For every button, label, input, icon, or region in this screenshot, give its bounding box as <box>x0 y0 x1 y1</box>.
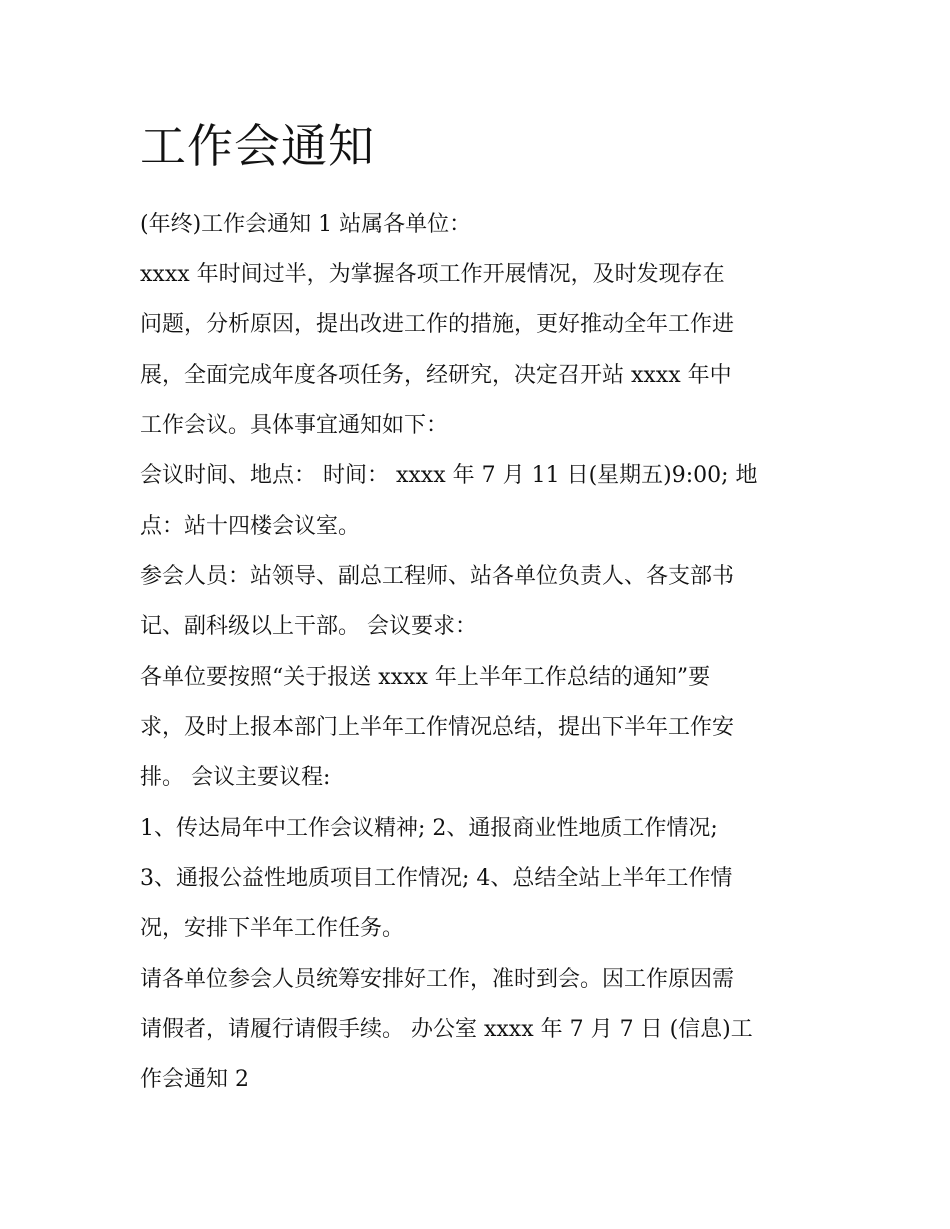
body-line-6: 会议时间、地点： 时间： xxxx 年 7 月 11 日(星期五)9:00; 地 <box>140 463 758 488</box>
body-line-3: 问题，分析原因，提出改进工作的措施，更好推动全年工作进 <box>140 312 735 337</box>
body-line-1: (年终)工作会通知 1 站属各单位： <box>140 212 472 237</box>
body-line-13: 1、传达局年中工作会议精神; 2、通报商业性地质工作情况; <box>140 816 718 841</box>
body-line-8: 参会人员：站领导、副总工程师、站各单位负责人、各支部书 <box>140 564 735 589</box>
body-line-5: 工作会议。具体事宜通知如下： <box>140 413 449 438</box>
body-line-15: 况，安排下半年工作任务。 <box>140 916 405 941</box>
body-line-14: 3、通报公益性地质项目工作情况; 4、总结全站上半年工作情 <box>140 866 733 891</box>
body-line-16: 请各单位参会人员统筹安排好工作，准时到会。因工作原因需 <box>140 967 735 992</box>
body-line-12: 排。 会议主要议程: <box>140 765 331 790</box>
body-line-2: xxxx 年时间过半，为掌握各项工作开展情况，及时发现存在 <box>140 262 725 287</box>
body-line-18: 作会通知 2 <box>140 1067 249 1092</box>
document-title: 工作会通知 <box>140 119 375 173</box>
body-line-7: 点：站十四楼会议室。 <box>140 514 361 539</box>
body-line-10: 各单位要按照“关于报送 xxxx 年上半年工作总结的通知”要 <box>140 665 711 690</box>
body-line-4: 展，全面完成年度各项任务，经研究，决定召开站 xxxx 年中 <box>140 363 732 388</box>
body-line-9: 记、副科级以上干部。 会议要求： <box>140 614 477 639</box>
body-line-17: 请假者，请履行请假手续。 办公室 xxxx 年 7 月 7 日 (信息)工 <box>140 1017 753 1042</box>
body-line-11: 求，及时上报本部门上半年工作情况总结，提出下半年工作安 <box>140 715 735 740</box>
